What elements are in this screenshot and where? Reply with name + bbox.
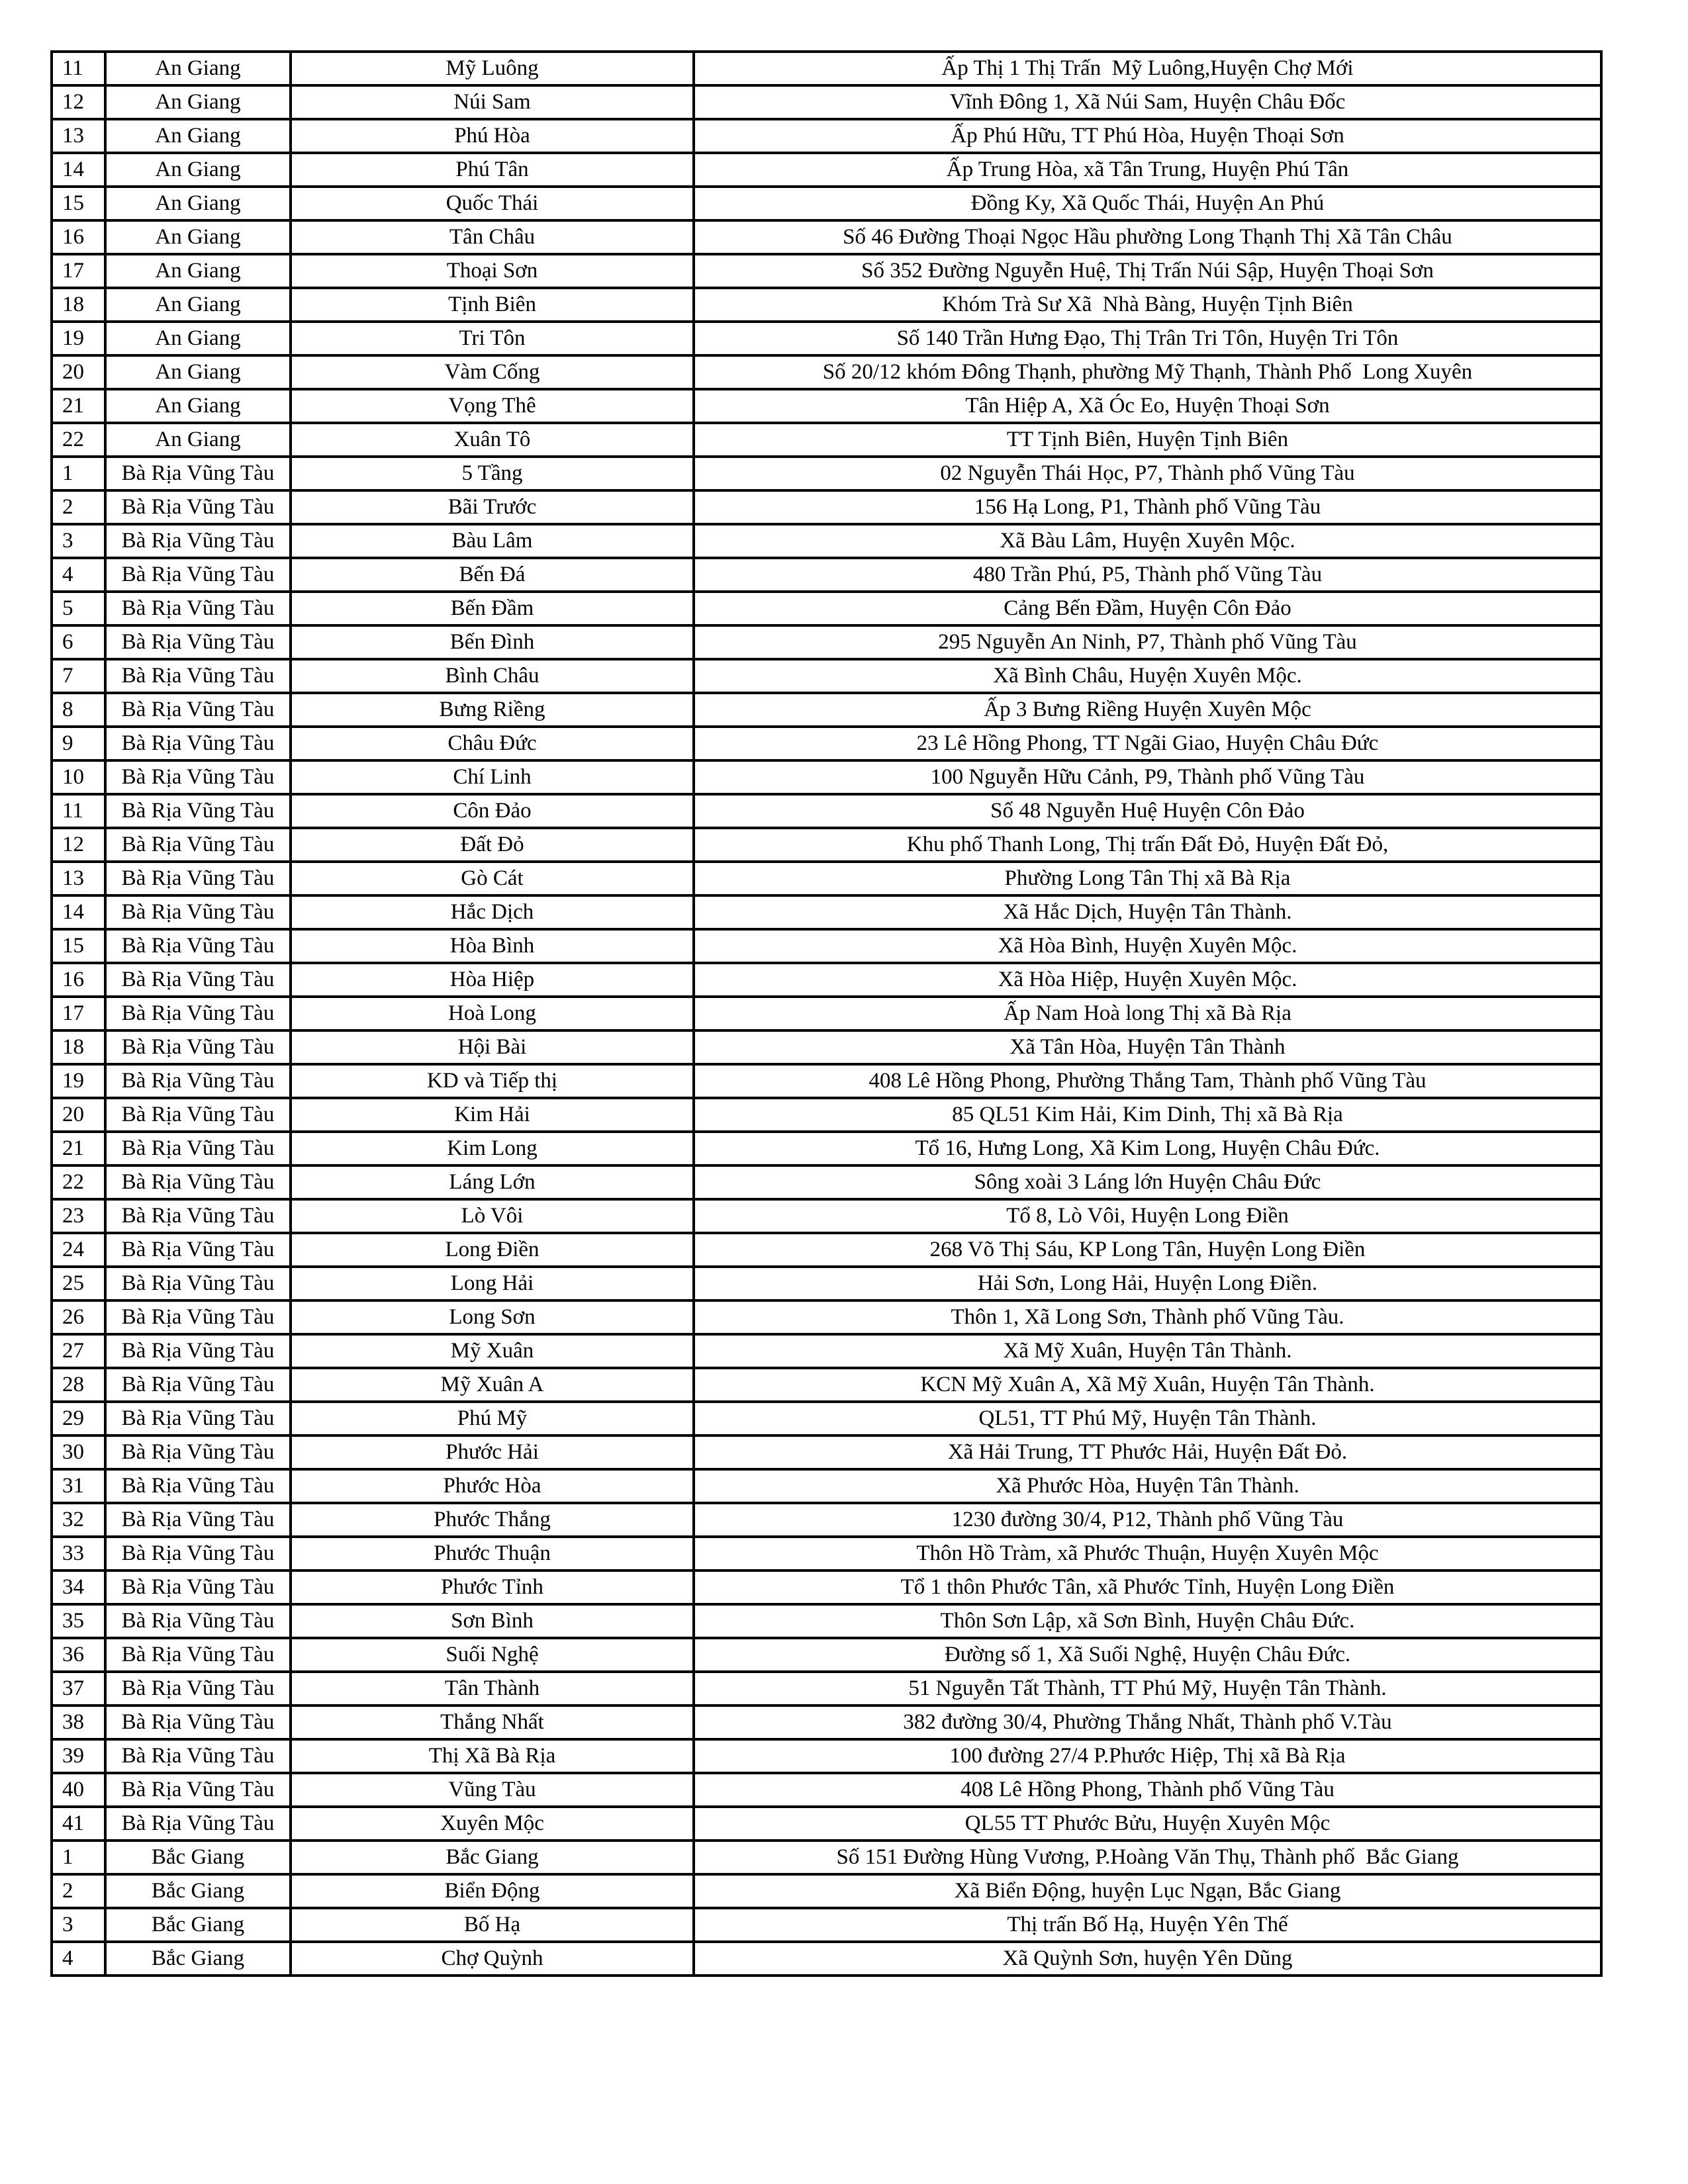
address-cell: Số 20/12 khóm Đông Thạnh, phường Mỹ Thạnh, Thành Phố Long Xuyên: [694, 355, 1601, 389]
address-cell: QL55 TT Phước Bửu, Huyện Xuyên Mộc: [694, 1807, 1601, 1841]
address-cell: Tổ 8, Lò Vôi, Huyện Long Điền: [694, 1199, 1601, 1233]
address-cell: Khu phố Thanh Long, Thị trấn Đất Đỏ, Huyện Đất Đỏ,: [694, 828, 1601, 862]
row-number-cell: 34: [52, 1570, 105, 1604]
address-cell: Xã Bình Châu, Huyện Xuyên Mộc.: [694, 659, 1601, 693]
province-cell: An Giang: [105, 389, 291, 423]
row-number-cell: 12: [52, 85, 105, 119]
row-number-cell: 12: [52, 828, 105, 862]
branch-name-cell: Bàu Lâm: [291, 524, 694, 558]
table-row: [52, 693, 1601, 727]
province-cell: Bà Rịa Vũng Tàu: [105, 760, 291, 794]
address-cell: 100 Nguyễn Hữu Cảnh, P9, Thành phố Vũng Tàu: [694, 760, 1601, 794]
address-cell: Xã Hòa Hiệp, Huyện Xuyên Mộc.: [694, 963, 1601, 997]
row-number-cell: 21: [52, 389, 105, 423]
branch-name-cell: Long Hải: [291, 1267, 694, 1300]
province-cell: Bà Rịa Vũng Tàu: [105, 1604, 291, 1638]
branch-name-cell: Phước Thuận: [291, 1537, 694, 1570]
branch-name-cell: Mỹ Luông: [291, 52, 694, 85]
row-number-cell: 16: [52, 220, 105, 254]
table-row: [52, 254, 1601, 288]
row-number-cell: 17: [52, 997, 105, 1030]
row-number-cell: 19: [52, 1064, 105, 1098]
table-row: [52, 1098, 1601, 1132]
province-cell: Bắc Giang: [105, 1942, 291, 1976]
branch-name-cell: Tân Châu: [291, 220, 694, 254]
province-cell: Bà Rịa Vũng Tàu: [105, 1570, 291, 1604]
address-cell: 23 Lê Hồng Phong, TT Ngãi Giao, Huyện Châu Đức: [694, 727, 1601, 760]
province-cell: Bà Rịa Vũng Tàu: [105, 1638, 291, 1672]
address-cell: Số 140 Trần Hưng Đạo, Thị Trân Tri Tôn, Huyện Tri Tôn: [694, 322, 1601, 355]
table-row: [52, 288, 1601, 322]
row-number-cell: 36: [52, 1638, 105, 1672]
table-row: [52, 929, 1601, 963]
table-row: [52, 389, 1601, 423]
province-cell: Bắc Giang: [105, 1908, 291, 1942]
table-row: [52, 592, 1601, 625]
branch-name-cell: Tri Tôn: [291, 322, 694, 355]
table-row: [52, 963, 1601, 997]
address-cell: 268 Võ Thị Sáu, KP Long Tân, Huyện Long Điền: [694, 1233, 1601, 1267]
province-cell: An Giang: [105, 153, 291, 187]
province-cell: An Giang: [105, 220, 291, 254]
table-row: [52, 1672, 1601, 1706]
address-cell: Xã Biển Động, huyện Lục Ngạn, Bắc Giang: [694, 1874, 1601, 1908]
branch-name-cell: Phú Mỹ: [291, 1402, 694, 1435]
row-number-cell: 30: [52, 1435, 105, 1469]
branch-name-cell: Bến Đá: [291, 558, 694, 592]
table-row: [52, 794, 1601, 828]
address-cell: Ấp Phú Hữu, TT Phú Hòa, Huyện Thoại Sơn: [694, 119, 1601, 153]
province-cell: Bà Rịa Vũng Tàu: [105, 592, 291, 625]
table-row: [52, 1165, 1601, 1199]
branch-name-cell: Bắc Giang: [291, 1841, 694, 1874]
address-cell: Thị trấn Bố Hạ, Huyện Yên Thế: [694, 1908, 1601, 1942]
table-row: [52, 490, 1601, 524]
row-number-cell: 1: [52, 457, 105, 490]
branch-name-cell: Xuân Tô: [291, 423, 694, 457]
row-number-cell: 2: [52, 490, 105, 524]
province-cell: An Giang: [105, 254, 291, 288]
table-row: [52, 862, 1601, 895]
branch-name-cell: Biển Động: [291, 1874, 694, 1908]
province-cell: Bà Rịa Vũng Tàu: [105, 1739, 291, 1773]
table-row: [52, 1739, 1601, 1773]
province-cell: Bà Rịa Vũng Tàu: [105, 1469, 291, 1503]
branch-name-cell: Long Sơn: [291, 1300, 694, 1334]
province-cell: Bà Rịa Vũng Tàu: [105, 1503, 291, 1537]
branch-name-cell: Bưng Riềng: [291, 693, 694, 727]
row-number-cell: 22: [52, 1165, 105, 1199]
address-cell: Xã Hắc Dịch, Huyện Tân Thành.: [694, 895, 1601, 929]
province-cell: Bà Rịa Vũng Tàu: [105, 1537, 291, 1570]
table-row: [52, 423, 1601, 457]
table-row: [52, 1030, 1601, 1064]
branch-name-cell: Chí Linh: [291, 760, 694, 794]
branch-name-cell: Phước Thắng: [291, 1503, 694, 1537]
row-number-cell: 15: [52, 187, 105, 220]
address-cell: KCN Mỹ Xuân A, Xã Mỹ Xuân, Huyện Tân Thành.: [694, 1368, 1601, 1402]
row-number-cell: 11: [52, 794, 105, 828]
province-cell: An Giang: [105, 288, 291, 322]
row-number-cell: 16: [52, 963, 105, 997]
branch-name-cell: Tịnh Biên: [291, 288, 694, 322]
address-cell: 408 Lê Hồng Phong, Thành phố Vũng Tàu: [694, 1773, 1601, 1807]
province-cell: An Giang: [105, 355, 291, 389]
address-cell: 85 QL51 Kim Hải, Kim Dinh, Thị xã Bà Rịa: [694, 1098, 1601, 1132]
province-cell: Bà Rịa Vũng Tàu: [105, 1300, 291, 1334]
row-number-cell: 10: [52, 760, 105, 794]
province-cell: An Giang: [105, 119, 291, 153]
address-cell: 408 Lê Hồng Phong, Phường Thắng Tam, Thành phố Vũng Tàu: [694, 1064, 1601, 1098]
address-cell: Số 151 Đường Hùng Vương, P.Hoàng Văn Thụ, Thành phố Bắc Giang: [694, 1841, 1601, 1874]
address-cell: Xã Phước Hòa, Huyện Tân Thành.: [694, 1469, 1601, 1503]
branch-name-cell: Thoại Sơn: [291, 254, 694, 288]
branch-name-cell: Thắng Nhất: [291, 1706, 694, 1739]
address-cell: Phường Long Tân Thị xã Bà Rịa: [694, 862, 1601, 895]
address-cell: TT Tịnh Biên, Huyện Tịnh Biên: [694, 423, 1601, 457]
branch-name-cell: Hội Bài: [291, 1030, 694, 1064]
province-cell: Bà Rịa Vũng Tàu: [105, 997, 291, 1030]
row-number-cell: 5: [52, 592, 105, 625]
address-cell: Tổ 16, Hưng Long, Xã Kim Long, Huyện Châu Đức.: [694, 1132, 1601, 1165]
row-number-cell: 32: [52, 1503, 105, 1537]
table-row: [52, 1773, 1601, 1807]
row-number-cell: 11: [52, 52, 105, 85]
table-row: [52, 1267, 1601, 1300]
table-row: [52, 1874, 1601, 1908]
branch-name-cell: Suối Nghệ: [291, 1638, 694, 1672]
table-row: [52, 322, 1601, 355]
row-number-cell: 8: [52, 693, 105, 727]
row-number-cell: 20: [52, 355, 105, 389]
table-row: [52, 625, 1601, 659]
address-cell: Khóm Trà Sư Xã Nhà Bàng, Huyện Tịnh Biên: [694, 288, 1601, 322]
branch-name-cell: Bến Đầm: [291, 592, 694, 625]
table-row: [52, 52, 1601, 85]
address-cell: QL51, TT Phú Mỹ, Huyện Tân Thành.: [694, 1402, 1601, 1435]
province-cell: Bà Rịa Vũng Tàu: [105, 1672, 291, 1706]
row-number-cell: 2: [52, 1874, 105, 1908]
branch-name-cell: Láng Lớn: [291, 1165, 694, 1199]
province-cell: Bà Rịa Vũng Tàu: [105, 1030, 291, 1064]
address-cell: Đường số 1, Xã Suối Nghệ, Huyện Châu Đức.: [694, 1638, 1601, 1672]
branch-name-cell: Kim Hải: [291, 1098, 694, 1132]
table-row: [52, 524, 1601, 558]
branch-name-cell: Hòa Hiệp: [291, 963, 694, 997]
branch-name-cell: Phước Hải: [291, 1435, 694, 1469]
province-cell: Bà Rịa Vũng Tàu: [105, 1267, 291, 1300]
table-row: [52, 1503, 1601, 1537]
table-row: [52, 828, 1601, 862]
address-cell: Ấp 3 Bưng Riềng Huyện Xuyên Mộc: [694, 693, 1601, 727]
table-row: [52, 457, 1601, 490]
table-row: [52, 1706, 1601, 1739]
province-cell: Bà Rịa Vũng Tàu: [105, 862, 291, 895]
address-cell: 51 Nguyễn Tất Thành, TT Phú Mỹ, Huyện Tân Thành.: [694, 1672, 1601, 1706]
province-cell: Bà Rịa Vũng Tàu: [105, 659, 291, 693]
row-number-cell: 7: [52, 659, 105, 693]
table-row: [52, 1368, 1601, 1402]
row-number-cell: 1: [52, 1841, 105, 1874]
row-number-cell: 17: [52, 254, 105, 288]
address-cell: Thôn Hồ Tràm, xã Phước Thuận, Huyện Xuyên Mộc: [694, 1537, 1601, 1570]
table-row: [52, 1469, 1601, 1503]
table-row: [52, 1435, 1601, 1469]
table-row: [52, 1841, 1601, 1874]
branch-name-cell: Vọng Thê: [291, 389, 694, 423]
table-row: [52, 187, 1601, 220]
province-cell: Bà Rịa Vũng Tàu: [105, 524, 291, 558]
row-number-cell: 14: [52, 153, 105, 187]
province-cell: Bà Rịa Vũng Tàu: [105, 895, 291, 929]
branch-name-cell: Mỹ Xuân: [291, 1334, 694, 1368]
table-row: [52, 85, 1601, 119]
address-cell: Hải Sơn, Long Hải, Huyện Long Điền.: [694, 1267, 1601, 1300]
province-cell: Bà Rịa Vũng Tàu: [105, 457, 291, 490]
row-number-cell: 35: [52, 1604, 105, 1638]
province-cell: An Giang: [105, 187, 291, 220]
row-number-cell: 15: [52, 929, 105, 963]
province-cell: Bà Rịa Vũng Tàu: [105, 693, 291, 727]
table-row: [52, 1942, 1601, 1976]
row-number-cell: 18: [52, 288, 105, 322]
branch-name-cell: Phú Hòa: [291, 119, 694, 153]
address-cell: Đồng Ky, Xã Quốc Thái, Huyện An Phú: [694, 187, 1601, 220]
province-cell: An Giang: [105, 423, 291, 457]
row-number-cell: 3: [52, 524, 105, 558]
branch-name-cell: Long Điền: [291, 1233, 694, 1267]
address-cell: Tổ 1 thôn Phước Tân, xã Phước Tỉnh, Huyện Long Điền: [694, 1570, 1601, 1604]
address-cell: 02 Nguyễn Thái Học, P7, Thành phố Vũng Tàu: [694, 457, 1601, 490]
branch-name-cell: Chợ Quỳnh: [291, 1942, 694, 1976]
address-cell: Ấp Trung Hòa, xã Tân Trung, Huyện Phú Tân: [694, 153, 1601, 187]
branch-name-cell: 5 Tầng: [291, 457, 694, 490]
row-number-cell: 33: [52, 1537, 105, 1570]
branch-name-cell: Vàm Cống: [291, 355, 694, 389]
row-number-cell: 38: [52, 1706, 105, 1739]
province-cell: Bà Rịa Vũng Tàu: [105, 1334, 291, 1368]
province-cell: An Giang: [105, 52, 291, 85]
table-row: [52, 153, 1601, 187]
province-cell: Bà Rịa Vũng Tàu: [105, 558, 291, 592]
province-cell: Bà Rịa Vũng Tàu: [105, 1064, 291, 1098]
branch-name-cell: Bình Châu: [291, 659, 694, 693]
province-cell: Bà Rịa Vũng Tàu: [105, 828, 291, 862]
table-row: [52, 1233, 1601, 1267]
table-row: [52, 1604, 1601, 1638]
branch-name-cell: Kim Long: [291, 1132, 694, 1165]
branch-name-cell: Châu Đức: [291, 727, 694, 760]
branch-name-cell: Bến Đình: [291, 625, 694, 659]
row-number-cell: 27: [52, 1334, 105, 1368]
address-cell: 100 đường 27/4 P.Phước Hiệp, Thị xã Bà Rịa: [694, 1739, 1601, 1773]
row-number-cell: 21: [52, 1132, 105, 1165]
table-row: [52, 1908, 1601, 1942]
province-cell: Bà Rịa Vũng Tàu: [105, 929, 291, 963]
province-cell: Bà Rịa Vũng Tàu: [105, 625, 291, 659]
row-number-cell: 4: [52, 1942, 105, 1976]
row-number-cell: 18: [52, 1030, 105, 1064]
table-row: [52, 558, 1601, 592]
table-row: [52, 1300, 1601, 1334]
row-number-cell: 20: [52, 1098, 105, 1132]
address-cell: Xã Tân Hòa, Huyện Tân Thành: [694, 1030, 1601, 1064]
table-row: [52, 760, 1601, 794]
row-number-cell: 19: [52, 322, 105, 355]
table-row: [52, 727, 1601, 760]
province-cell: Bà Rịa Vũng Tàu: [105, 1132, 291, 1165]
province-cell: Bà Rịa Vũng Tàu: [105, 1435, 291, 1469]
row-number-cell: 14: [52, 895, 105, 929]
address-cell: 295 Nguyễn An Ninh, P7, Thành phố Vũng Tàu: [694, 625, 1601, 659]
province-cell: Bà Rịa Vũng Tàu: [105, 1706, 291, 1739]
province-cell: Bà Rịa Vũng Tàu: [105, 1199, 291, 1233]
branch-name-cell: Phước Hòa: [291, 1469, 694, 1503]
address-cell: Vĩnh Đông 1, Xã Núi Sam, Huyện Châu Đốc: [694, 85, 1601, 119]
address-cell: Xã Bàu Lâm, Huyện Xuyên Mộc.: [694, 524, 1601, 558]
row-number-cell: 41: [52, 1807, 105, 1841]
table-row: [52, 1199, 1601, 1233]
row-number-cell: 29: [52, 1402, 105, 1435]
table-body: [52, 52, 1601, 1976]
row-number-cell: 40: [52, 1773, 105, 1807]
branch-name-cell: Hắc Dịch: [291, 895, 694, 929]
table-row: [52, 119, 1601, 153]
address-cell: 480 Trần Phú, P5, Thành phố Vũng Tàu: [694, 558, 1601, 592]
branch-name-cell: Núi Sam: [291, 85, 694, 119]
branch-name-cell: Gò Cát: [291, 862, 694, 895]
table-row: [52, 355, 1601, 389]
table-row: [52, 1570, 1601, 1604]
branch-name-cell: Phước Tỉnh: [291, 1570, 694, 1604]
branch-name-cell: Phú Tân: [291, 153, 694, 187]
address-cell: Thôn Sơn Lập, xã Sơn Bình, Huyện Châu Đức.: [694, 1604, 1601, 1638]
address-cell: Xã Hải Trung, TT Phước Hải, Huyện Đất Đỏ.: [694, 1435, 1601, 1469]
address-cell: Tân Hiệp A, Xã Óc Eo, Huyện Thoại Sơn: [694, 389, 1601, 423]
address-cell: 156 Hạ Long, P1, Thành phố Vũng Tàu: [694, 490, 1601, 524]
province-cell: Bà Rịa Vũng Tàu: [105, 1368, 291, 1402]
province-cell: Bà Rịa Vũng Tàu: [105, 1098, 291, 1132]
row-number-cell: 24: [52, 1233, 105, 1267]
table-row: [52, 1334, 1601, 1368]
row-number-cell: 26: [52, 1300, 105, 1334]
branch-name-cell: Hòa Bình: [291, 929, 694, 963]
row-number-cell: 13: [52, 119, 105, 153]
row-number-cell: 6: [52, 625, 105, 659]
branch-name-cell: Tân Thành: [291, 1672, 694, 1706]
province-cell: Bà Rịa Vũng Tàu: [105, 1165, 291, 1199]
row-number-cell: 25: [52, 1267, 105, 1300]
branch-address-table: [50, 50, 1603, 1977]
row-number-cell: 28: [52, 1368, 105, 1402]
branch-name-cell: Thị Xã Bà Rịa: [291, 1739, 694, 1773]
branch-name-cell: Xuyên Mộc: [291, 1807, 694, 1841]
address-cell: Xã Mỹ Xuân, Huyện Tân Thành.: [694, 1334, 1601, 1368]
table-row: [52, 1132, 1601, 1165]
address-cell: Cảng Bến Đầm, Huyện Côn Đảo: [694, 592, 1601, 625]
row-number-cell: 13: [52, 862, 105, 895]
row-number-cell: 37: [52, 1672, 105, 1706]
address-cell: Xã Hòa Bình, Huyện Xuyên Mộc.: [694, 929, 1601, 963]
province-cell: An Giang: [105, 322, 291, 355]
branch-name-cell: Bố Hạ: [291, 1908, 694, 1942]
branch-name-cell: Vũng Tàu: [291, 1773, 694, 1807]
address-cell: Số 48 Nguyễn Huệ Huyện Côn Đảo: [694, 794, 1601, 828]
province-cell: Bắc Giang: [105, 1874, 291, 1908]
province-cell: An Giang: [105, 85, 291, 119]
province-cell: Bà Rịa Vũng Tàu: [105, 727, 291, 760]
province-cell: Bà Rịa Vũng Tàu: [105, 1773, 291, 1807]
address-cell: Sông xoài 3 Láng lớn Huyện Châu Đức: [694, 1165, 1601, 1199]
address-cell: Số 352 Đường Nguyễn Huệ, Thị Trấn Núi Sập, Huyện Thoại Sơn: [694, 254, 1601, 288]
branch-name-cell: Sơn Bình: [291, 1604, 694, 1638]
row-number-cell: 23: [52, 1199, 105, 1233]
table-row: [52, 1807, 1601, 1841]
address-cell: 382 đường 30/4, Phường Thắng Nhất, Thành phố V.Tàu: [694, 1706, 1601, 1739]
row-number-cell: 39: [52, 1739, 105, 1773]
table-row: [52, 659, 1601, 693]
branch-name-cell: Đất Đỏ: [291, 828, 694, 862]
table-row: [52, 1537, 1601, 1570]
address-cell: Ấp Thị 1 Thị Trấn Mỹ Luông,Huyện Chợ Mới: [694, 52, 1601, 85]
address-cell: Số 46 Đường Thoại Ngọc Hầu phường Long Thạnh Thị Xã Tân Châu: [694, 220, 1601, 254]
table-row: [52, 220, 1601, 254]
province-cell: Bà Rịa Vũng Tàu: [105, 490, 291, 524]
table-row: [52, 1402, 1601, 1435]
row-number-cell: 3: [52, 1908, 105, 1942]
table-row: [52, 1064, 1601, 1098]
branch-name-cell: Mỹ Xuân A: [291, 1368, 694, 1402]
branch-name-cell: Bãi Trước: [291, 490, 694, 524]
table-row: [52, 997, 1601, 1030]
province-cell: Bà Rịa Vũng Tàu: [105, 963, 291, 997]
branch-name-cell: KD và Tiếp thị: [291, 1064, 694, 1098]
table-row: [52, 1638, 1601, 1672]
address-cell: Thôn 1, Xã Long Sơn, Thành phố Vũng Tàu.: [694, 1300, 1601, 1334]
province-cell: Bà Rịa Vũng Tàu: [105, 794, 291, 828]
address-cell: Ấp Nam Hoà long Thị xã Bà Rịa: [694, 997, 1601, 1030]
province-cell: Bắc Giang: [105, 1841, 291, 1874]
address-cell: 1230 đường 30/4, P12, Thành phố Vũng Tàu: [694, 1503, 1601, 1537]
branch-name-cell: Quốc Thái: [291, 187, 694, 220]
province-cell: Bà Rịa Vũng Tàu: [105, 1233, 291, 1267]
province-cell: Bà Rịa Vũng Tàu: [105, 1402, 291, 1435]
row-number-cell: 9: [52, 727, 105, 760]
row-number-cell: 31: [52, 1469, 105, 1503]
address-cell: Xã Quỳnh Sơn, huyện Yên Dũng: [694, 1942, 1601, 1976]
branch-name-cell: Hoà Long: [291, 997, 694, 1030]
table-row: [52, 895, 1601, 929]
branch-name-cell: Côn Đảo: [291, 794, 694, 828]
province-cell: Bà Rịa Vũng Tàu: [105, 1807, 291, 1841]
row-number-cell: 4: [52, 558, 105, 592]
branch-name-cell: Lò Vôi: [291, 1199, 694, 1233]
row-number-cell: 22: [52, 423, 105, 457]
